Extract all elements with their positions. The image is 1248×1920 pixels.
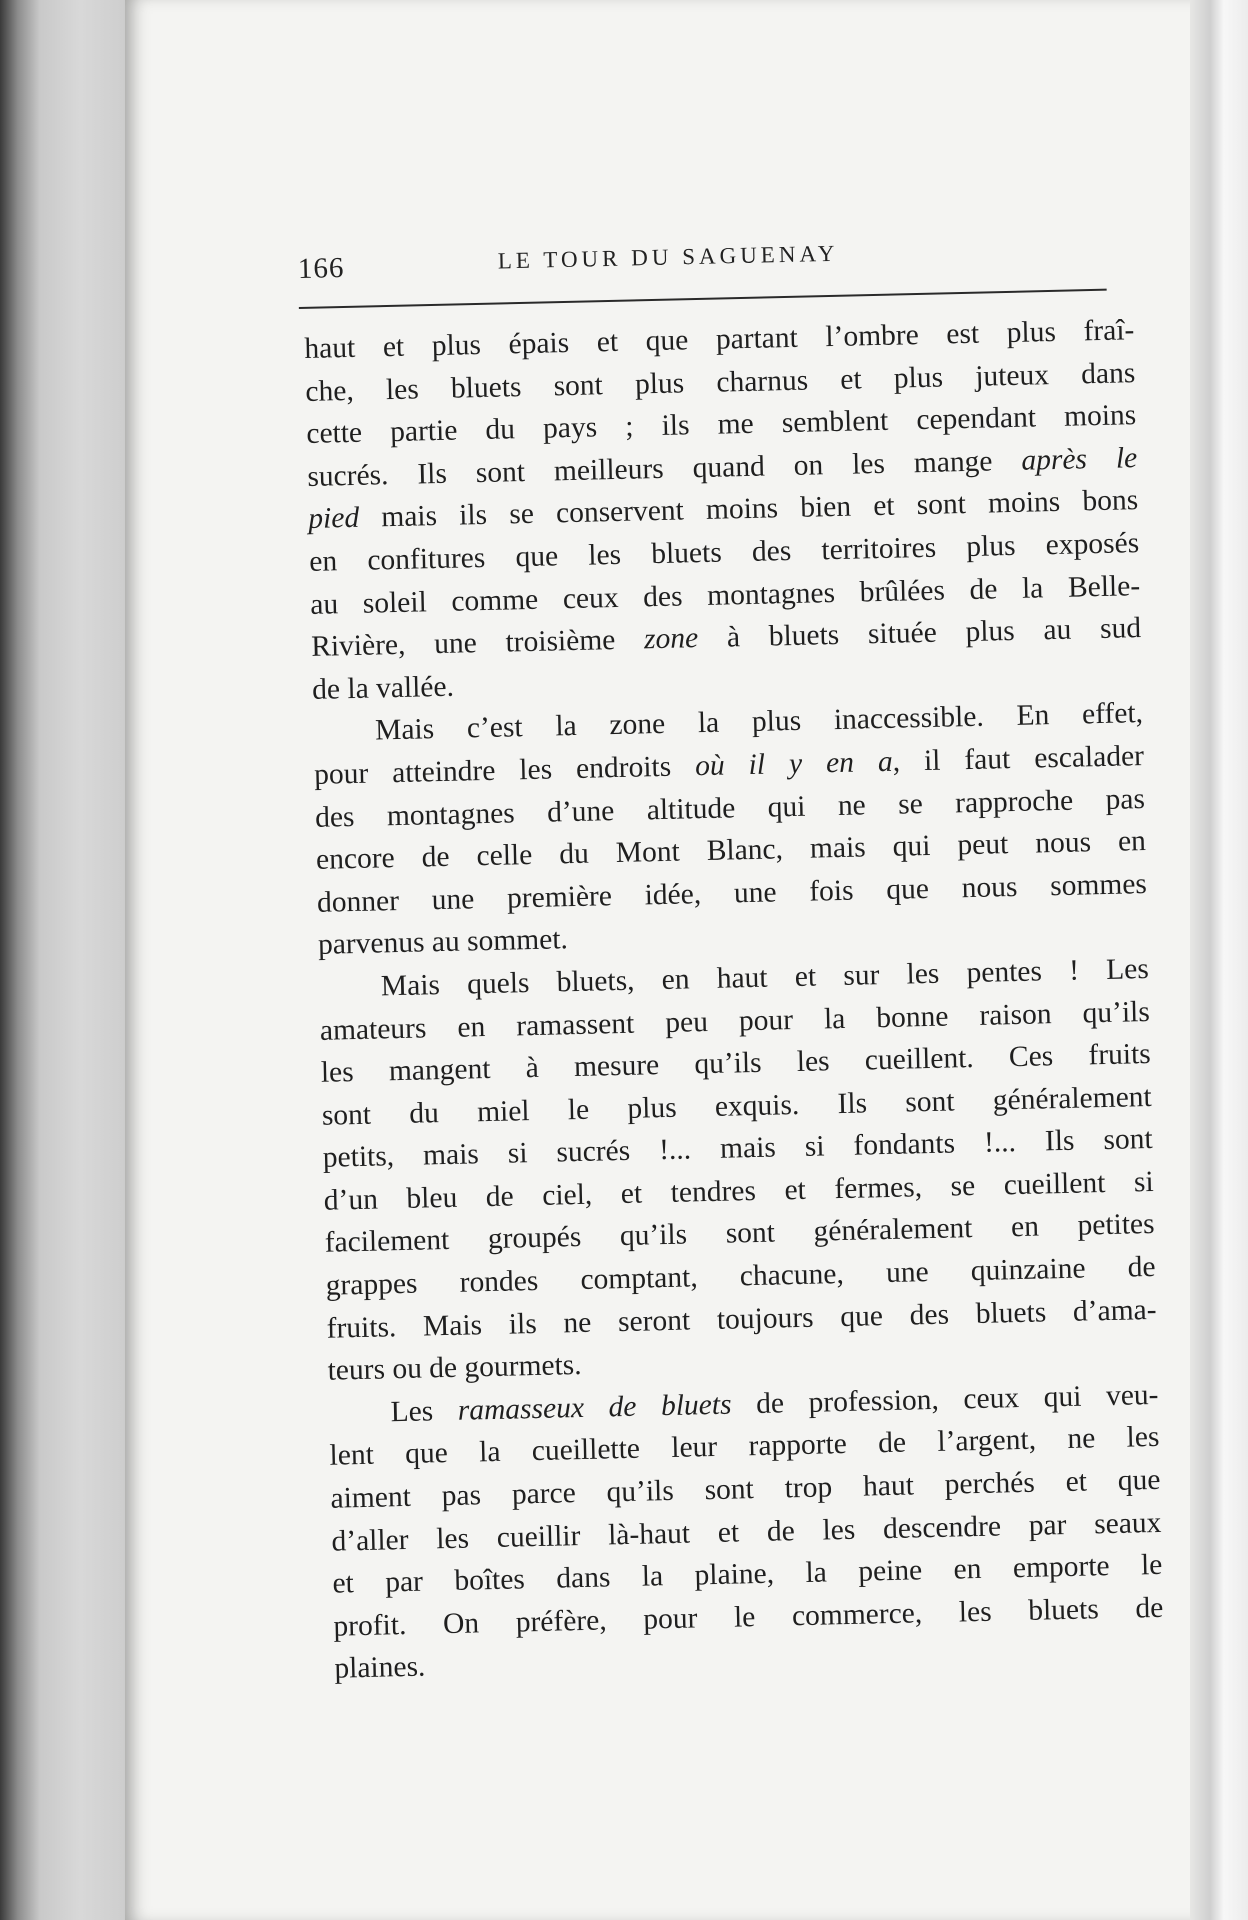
italic-text: après le — [1021, 441, 1138, 477]
text-run: au soleil comme ceux des montagnes brûlées de la Belle- — [309, 569, 1141, 621]
text-run: de profession, ceux qui veu- — [731, 1378, 1159, 1421]
text-run: les mangent à mesure qu’ils les cueillent. Ces fruits — [320, 1038, 1152, 1089]
text-run: des montagnes d’une altitude qui ne se rapproche pas — [314, 782, 1146, 834]
text-run: aiment pas parce qu’ils sont trop haut perchés et que — [330, 1463, 1161, 1515]
text-run: Mais c’est la zone la plus inaccessible. En effet, — [374, 697, 1144, 747]
page-number: 166 — [297, 251, 345, 285]
text-run: sucrés. Ils sont meilleurs quand on les mange — [307, 444, 1022, 493]
text-run: sont du miel le plus exquis. Ils sont généralement — [321, 1080, 1153, 1132]
running-title: LE TOUR DU SAGUENAY — [497, 240, 839, 274]
text-run: lent que la cueillette leur rapporte de l’argent, ne les — [329, 1421, 1160, 1473]
text-run: fruits. Mais ils ne seront toujours que des bluets d’ama- — [326, 1293, 1157, 1345]
text-run: cette partie du pays ; ils me semblent cependant moins — [306, 399, 1137, 451]
text-run: parvenus au sommet. — [317, 923, 569, 962]
text-run: mais ils se conservent moins bien et sont moins bons — [358, 484, 1139, 535]
text-run: et par boîtes dans la plaine, la peine en emporte le — [332, 1549, 1163, 1600]
text-run: pour atteindre les endroits — [313, 750, 696, 791]
italic-text: ramasseux de bluets — [457, 1388, 732, 1427]
text-run: facilement groupés qu’ils sont généralement en petites — [324, 1208, 1155, 1260]
text-run: teurs ou de gourmets. — [327, 1349, 582, 1387]
italic-text: zone — [643, 622, 699, 656]
text-run: d’un bleu de ciel, et tendres et fermes, se cueillent si — [323, 1165, 1154, 1217]
text-run: en confitures que les bluets des territoires plus exposés — [308, 527, 1140, 578]
text-run: Rivière, une troisième — [310, 623, 645, 664]
body-text — [304, 309, 1165, 1690]
text-run: che, les bluets sont plus charnus et plus juteux dans — [305, 356, 1136, 408]
italic-text: pied — [307, 502, 360, 536]
text-run: d’aller les cueillir là-haut et de les descendre par seaux — [331, 1506, 1162, 1558]
italic-text: où il y en a — [694, 745, 894, 783]
text-run: profit. On préfère, pour le commerce, les bluets de — [333, 1591, 1164, 1643]
text-run: petits, mais si sucrés !... mais si fondants !... Ils sont — [322, 1123, 1153, 1175]
text-run: Mais quels bluets, en haut et sur les pentes ! Les — [380, 952, 1150, 1003]
text-run: plaines. — [334, 1651, 426, 1686]
text-run: Les — [390, 1394, 459, 1429]
text-run: haut et plus épais et que partant l’ombre est plus fraî- — [304, 314, 1135, 365]
text-run: donner une première idée, une fois que nous sommes — [316, 867, 1148, 919]
text-run: de la vallée. — [311, 670, 455, 706]
page-right-edge — [1190, 0, 1248, 1920]
text-run: grappes rondes comptant, chacune, une quinzaine de — [325, 1250, 1156, 1302]
text-run: amateurs en ramassent peu pour la bonne raison qu’ils — [319, 995, 1151, 1047]
text-run: , il faut escalader — [892, 739, 1145, 778]
text-run: à bluets située plus au sud — [697, 612, 1142, 655]
text-run: encore de celle du Mont Blanc, mais qui peut nous en — [315, 825, 1147, 876]
